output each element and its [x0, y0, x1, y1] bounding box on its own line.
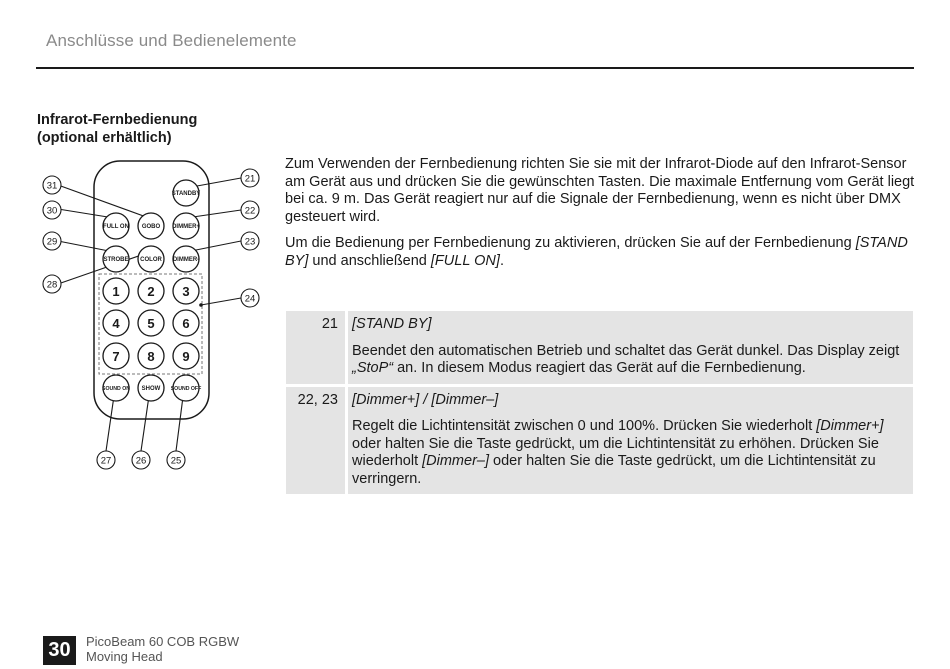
standby-label: STANDBY [171, 191, 201, 197]
callout-30-label: 30 [46, 205, 58, 217]
key-name: [STAND BY] [352, 316, 432, 332]
desc-text: oder halten Sie die Taste gedrückt, um die Lichtintensität zu erhöhen. Drücken Sie wiederholt [352, 435, 879, 469]
number-2-label: 2 [147, 284, 155, 299]
activation-text-1: Um die Bedienung per Fernbedienung zu aktivieren, drücken Sie auf der Fernbedienung [285, 235, 856, 251]
key-description-text [352, 418, 903, 488]
standby-key-ref: [STAND BY] [285, 235, 908, 269]
callout-26-label: 26 [135, 455, 147, 467]
callout-23-label: 23 [244, 236, 256, 248]
callout-31-label: 31 [46, 180, 58, 192]
sound-off-label: SOUND OFF [170, 386, 202, 392]
desc-text: Beendet den automatischen Betrieb und schaltet das Gerät dunkel. Das Display zeigt [352, 342, 900, 359]
key-description-table [286, 311, 913, 494]
callout-22-label: 22 [244, 205, 256, 217]
product-type: Moving Head [86, 649, 163, 664]
activation-text-2: und anschließend [308, 252, 431, 269]
callout-29-label: 29 [46, 236, 58, 248]
remote-control-diagram [36, 155, 271, 490]
key-number: 22, 23 [286, 384, 348, 495]
callout-28-label: 28 [46, 279, 58, 291]
table-row [286, 311, 913, 384]
full-on-label: FULL ON [103, 224, 129, 230]
number-9-label: 9 [182, 349, 190, 364]
body-text [285, 156, 915, 279]
dimmer-plus-ref: [Dimmer+] [816, 418, 884, 434]
strobe-label: STROBE [103, 257, 129, 263]
header-divider [36, 67, 914, 69]
callout-21-label: 21 [244, 173, 256, 185]
remote-control-svg [36, 155, 271, 485]
desc-text: an. In diesem Modus reagiert das Gerät auf die Fernbedienung. [393, 360, 806, 376]
number-1-label: 1 [112, 284, 120, 299]
key-number: 21 [286, 311, 348, 384]
activation-paragraph [285, 235, 915, 270]
number-5-label: 5 [147, 316, 155, 331]
dimmer-plus-label: DIMMER+ [172, 224, 200, 230]
full-on-key-ref: [FULL ON] [430, 252, 500, 269]
desc-text: oder halten Sie die Taste gedrückt, um die Lichtintensität zu verringern. [352, 453, 876, 487]
key-description-text [352, 343, 903, 378]
number-6-label: 6 [182, 316, 190, 331]
page-number: 30 [43, 636, 76, 665]
number-3-label: 3 [182, 284, 190, 299]
callout-27-label: 27 [100, 455, 112, 467]
display-text-ref: „StoP“ [352, 360, 394, 376]
callout-25-label: 25 [170, 455, 182, 467]
footer-product [86, 634, 239, 664]
table-row [286, 384, 913, 495]
section-heading: Infrarot-Fernbedienung (optional erhältlich) [37, 112, 198, 146]
color-label: COLOR [140, 257, 162, 263]
key-name [352, 392, 903, 410]
callout-24-label: 24 [244, 293, 256, 305]
desc-text: Regelt die Lichtintensität zwischen 0 und 100%. Drücken Sie wiederholt [352, 418, 817, 434]
page-header-title: Anschlüsse und Bedienelemente [46, 31, 297, 50]
sound-on-label: SOUND ON [102, 386, 130, 392]
key-description [348, 311, 913, 384]
number-7-label: 7 [112, 349, 120, 364]
number-8-label: 8 [147, 349, 155, 364]
dimmer-minus-ref: [Dimmer–] [431, 391, 499, 408]
gobo-label: GOBO [141, 224, 161, 230]
key-description [348, 384, 913, 495]
activation-text-3: . [499, 252, 504, 269]
intro-paragraph: Zum Verwenden der Fernbedienung richten Sie sie mit der Infrarot-Diode auf den Infrarot-Sensor am Gerät aus und drücken Sie die gewünschten Tasten. Die maximale Entfernung vom Gerät liegt bei ca. 9 m. Das Gerät reagiert nur auf die Signale der Fernbedienung, wenn es nicht über DMX gesteuert wird. [285, 156, 915, 225]
dimmer-minus-label: DIMMER- [172, 257, 200, 263]
product-name: PicoBeam 60 COB RGBW [86, 634, 240, 649]
number-4-label: 4 [112, 316, 120, 331]
dimmer-plus-ref: [Dimmer+] [352, 391, 420, 408]
show-label: SHOW [141, 386, 161, 392]
dimmer-minus-ref: [Dimmer–] [422, 453, 489, 469]
name-separator: / [419, 391, 432, 408]
